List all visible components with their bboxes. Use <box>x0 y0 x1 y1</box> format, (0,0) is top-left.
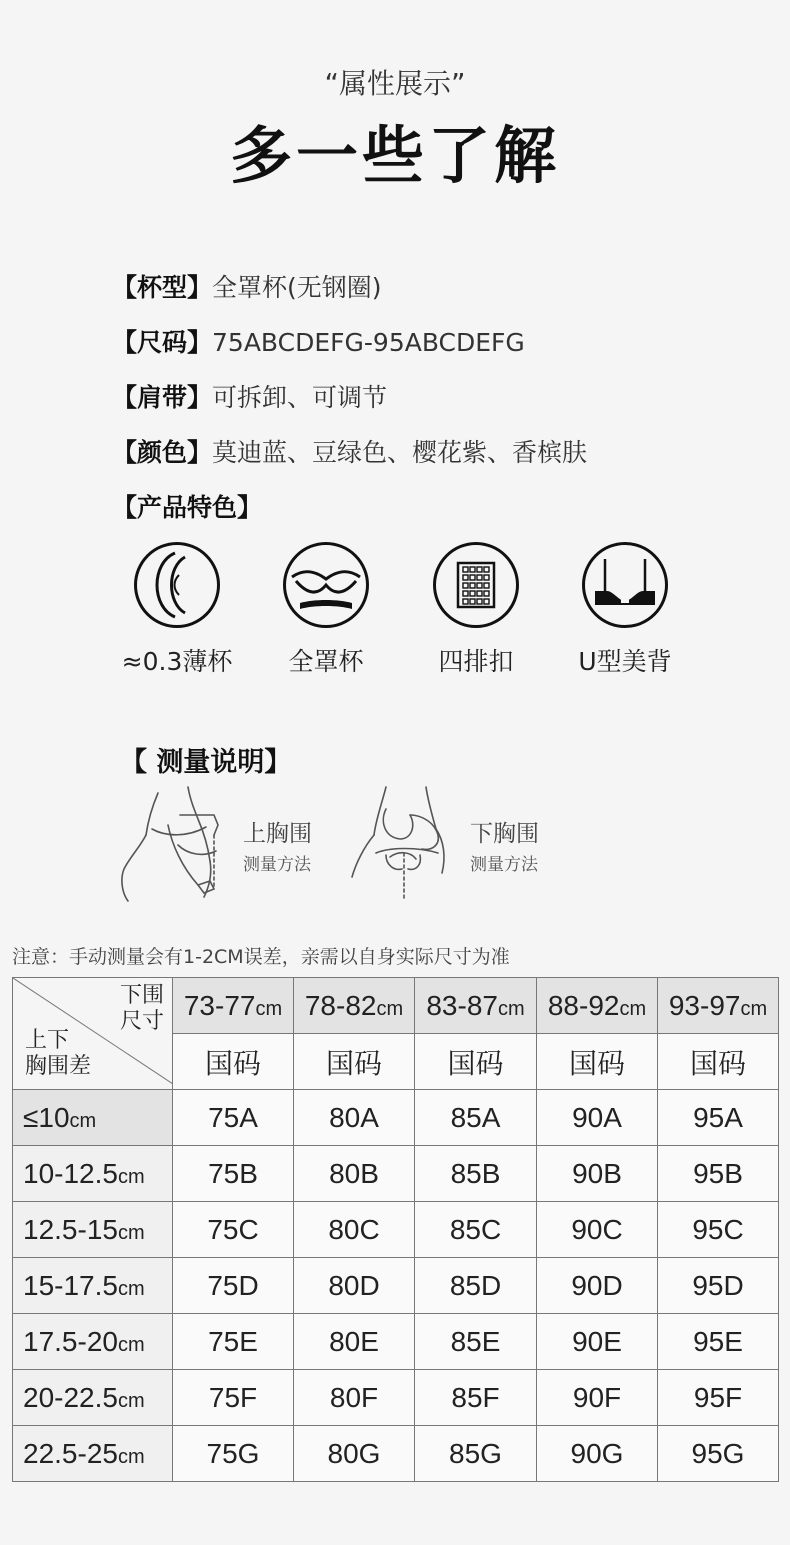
lower-bust-method: 测量方法 <box>470 855 538 875</box>
table-row <box>13 1146 779 1202</box>
table-cell: 80B <box>294 1146 415 1202</box>
corner-top-label <box>120 982 164 1034</box>
column-range: 93-97 <box>668 989 741 1021</box>
column-range: 88-92 <box>547 989 620 1021</box>
corner-top-line2: 尺寸 <box>119 1008 164 1033</box>
table-row <box>13 1090 779 1146</box>
table-cell: 80G <box>294 1426 415 1482</box>
table-cell: 85B <box>415 1146 537 1202</box>
table-cell: 75D <box>173 1258 294 1314</box>
table-header-row <box>13 978 779 1034</box>
attr-value: 75ABCDEFG-95ABCDEFG <box>212 328 525 357</box>
sub-header-cell: 国码 <box>173 1034 294 1090</box>
row-header <box>13 1370 173 1426</box>
table-cell: 95D <box>658 1258 779 1314</box>
table-cell: 85D <box>415 1258 537 1314</box>
attr-key: 【杯型】 <box>112 273 213 302</box>
sub-header-cell: 国码 <box>537 1034 658 1090</box>
table-cell: 90G <box>537 1426 658 1482</box>
attr-key: 【尺码】 <box>112 328 213 357</box>
attr-key: 【肩带】 <box>112 383 213 412</box>
column-header <box>658 978 779 1034</box>
attr-features-heading <box>112 488 262 524</box>
table-row <box>13 1314 779 1370</box>
corner-top-line1: 下围 <box>119 982 164 1007</box>
section-subtitle: “属性展示” <box>324 67 466 100</box>
column-header <box>294 978 415 1034</box>
row-unit: cm <box>117 1389 145 1412</box>
table-row <box>13 1426 779 1482</box>
table-cell: 90A <box>537 1090 658 1146</box>
feature-label: 四排扣 <box>438 647 514 676</box>
table-cell: 95C <box>658 1202 779 1258</box>
attr-strap <box>112 378 387 414</box>
row-unit: cm <box>69 1109 97 1132</box>
row-header <box>13 1258 173 1314</box>
column-header <box>537 978 658 1034</box>
table-cell: 95E <box>658 1314 779 1370</box>
table-row <box>13 1370 779 1426</box>
table-row <box>13 1202 779 1258</box>
column-unit: cm <box>497 997 525 1020</box>
row-range: 17.5-20 <box>23 1325 118 1357</box>
corner-bottom-line1: 上下 <box>25 1027 70 1052</box>
table-cell: 85A <box>415 1090 537 1146</box>
corner-bottom-label <box>25 1027 91 1079</box>
row-range: 20-22.5 <box>23 1381 118 1413</box>
table-cell: 95B <box>658 1146 779 1202</box>
column-range: 78-82 <box>304 989 377 1021</box>
row-range: 10-12.5 <box>23 1157 118 1189</box>
table-cell: 95A <box>658 1090 779 1146</box>
table-cell: 75A <box>173 1090 294 1146</box>
table-cell: 80D <box>294 1258 415 1314</box>
attr-cup-type <box>112 268 382 304</box>
lower-bust-label: 下胸围 <box>470 821 539 847</box>
row-range: 15-17.5 <box>23 1269 118 1301</box>
lower-bust-figure <box>346 785 466 909</box>
column-header <box>173 978 294 1034</box>
table-cell: 80F <box>294 1370 415 1426</box>
table-cell: 75B <box>173 1146 294 1202</box>
row-unit: cm <box>117 1221 145 1244</box>
feature-hooks <box>401 542 551 678</box>
column-unit: cm <box>619 997 647 1020</box>
table-cell: 75E <box>173 1314 294 1370</box>
column-unit: cm <box>740 997 768 1020</box>
row-range: 12.5-15 <box>23 1213 118 1245</box>
upper-bust-caption <box>243 815 312 875</box>
full-cup-icon <box>283 542 369 628</box>
column-header <box>415 978 537 1034</box>
feature-label: 全罩杯 <box>288 647 364 676</box>
table-cell: 75C <box>173 1202 294 1258</box>
table-corner <box>13 978 173 1090</box>
table-cell: 90D <box>537 1258 658 1314</box>
u-back-icon <box>582 542 668 628</box>
table-cell: 85C <box>415 1202 537 1258</box>
sub-header-cell: 国码 <box>294 1034 415 1090</box>
table-cell: 85G <box>415 1426 537 1482</box>
table-cell: 75G <box>173 1426 294 1482</box>
attr-value: 全罩杯(无钢圈) <box>212 273 382 302</box>
measurement-note: 注意：手动测量会有1-2CM误差，亲需以自身实际尺寸为准 <box>12 946 510 968</box>
upper-bust-figure <box>118 785 238 909</box>
row-header <box>13 1146 173 1202</box>
row-unit: cm <box>117 1277 145 1300</box>
table-cell: 80C <box>294 1202 415 1258</box>
row-unit: cm <box>117 1445 145 1468</box>
row-unit: cm <box>117 1165 145 1188</box>
table-cell: 90B <box>537 1146 658 1202</box>
row-header <box>13 1090 173 1146</box>
attr-size <box>112 323 525 359</box>
column-range: 73-77 <box>183 989 256 1021</box>
column-range: 83-87 <box>426 989 498 1021</box>
row-unit: cm <box>117 1333 145 1356</box>
row-header <box>13 1426 173 1482</box>
attr-key: 【产品特色】 <box>112 493 263 522</box>
hook-row-icon <box>433 542 519 628</box>
row-range: ≤10 <box>23 1101 70 1133</box>
feature-u-back <box>550 542 700 678</box>
thin-cup-icon <box>134 542 220 628</box>
attr-key: 【颜色】 <box>112 438 213 467</box>
table-cell: 85E <box>415 1314 537 1370</box>
row-header <box>13 1202 173 1258</box>
row-range: 22.5-25 <box>23 1437 118 1469</box>
attr-value: 可拆卸、可调节 <box>212 383 388 412</box>
table-row <box>13 1258 779 1314</box>
attr-value: 莫迪蓝、豆绿色、樱花紫、香槟肤 <box>212 438 588 467</box>
table-cell: 95F <box>658 1370 779 1426</box>
attr-color <box>112 433 587 469</box>
upper-bust-method: 测量方法 <box>243 855 311 875</box>
feature-full-cup <box>251 542 401 678</box>
column-unit: cm <box>376 997 404 1020</box>
feature-thin-cup <box>102 542 252 678</box>
size-chart-table <box>12 977 779 1482</box>
table-cell: 80A <box>294 1090 415 1146</box>
table-cell: 85F <box>415 1370 537 1426</box>
table-cell: 80E <box>294 1314 415 1370</box>
feature-label: U型美背 <box>578 647 672 676</box>
row-header <box>13 1314 173 1370</box>
feature-label: ≈0.3薄杯 <box>121 647 233 676</box>
corner-bottom-line2: 胸围差 <box>25 1053 92 1078</box>
sub-header-cell: 国码 <box>415 1034 537 1090</box>
lower-bust-caption <box>470 815 539 875</box>
measurement-title: 【 测量说明】 <box>120 747 292 778</box>
upper-bust-label: 上胸围 <box>243 821 312 847</box>
sub-header-cell: 国码 <box>658 1034 779 1090</box>
table-cell: 95G <box>658 1426 779 1482</box>
table-cell: 90C <box>537 1202 658 1258</box>
table-cell: 90E <box>537 1314 658 1370</box>
table-cell: 75F <box>173 1370 294 1426</box>
column-unit: cm <box>255 997 283 1020</box>
page-title: 多一些了解 <box>229 119 560 192</box>
table-cell: 90F <box>537 1370 658 1426</box>
